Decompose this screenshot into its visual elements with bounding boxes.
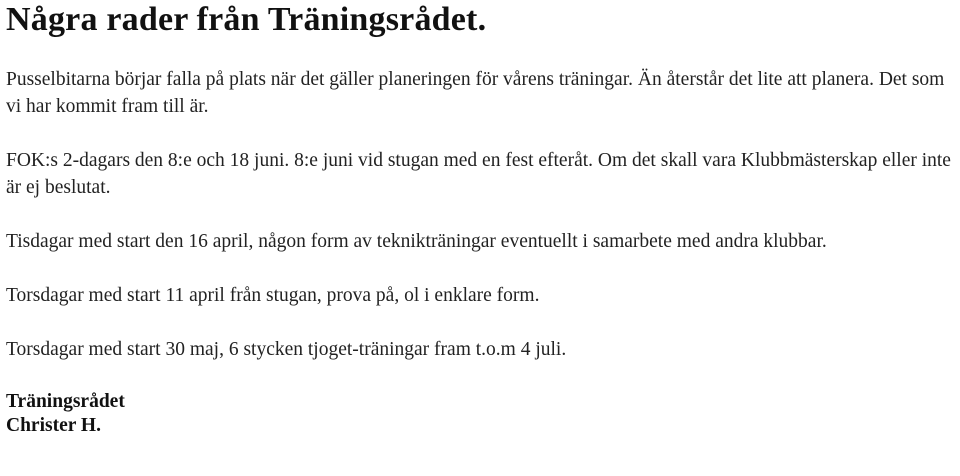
document-title: Några rader från Träningsrådet. (6, 1, 487, 38)
signature-group: Träningsrådet (6, 391, 125, 412)
paragraph-thursdays-may: Torsdagar med start 30 maj, 6 stycken tjoget-träningar fram t.o.m 4 juli. (6, 339, 567, 360)
signature-block (6, 390, 958, 438)
paragraph-intro: Pusselbitarna börjar falla på plats när det gäller planeringen för vårens träningar. Än återstår det lite att planera. Det som vi har kommit fram till är. (6, 69, 945, 117)
signature-name: Christer H. (6, 415, 101, 436)
paragraph-thursdays-april: Torsdagar med start 11 april från stugan, prova på, ol i enklare form. (6, 285, 540, 306)
paragraph-tuesdays: Tisdagar med start den 16 april, någon form av teknikträningar eventuellt i samarbete med andra klubbar. (6, 231, 827, 252)
paragraph-fok: FOK:s 2-dagars den 8:e och 18 juni. 8:e juni vid stugan med en fest efteråt. Om det skall vara Klubbmästerskap eller inte är ej beslutat. (6, 150, 951, 198)
